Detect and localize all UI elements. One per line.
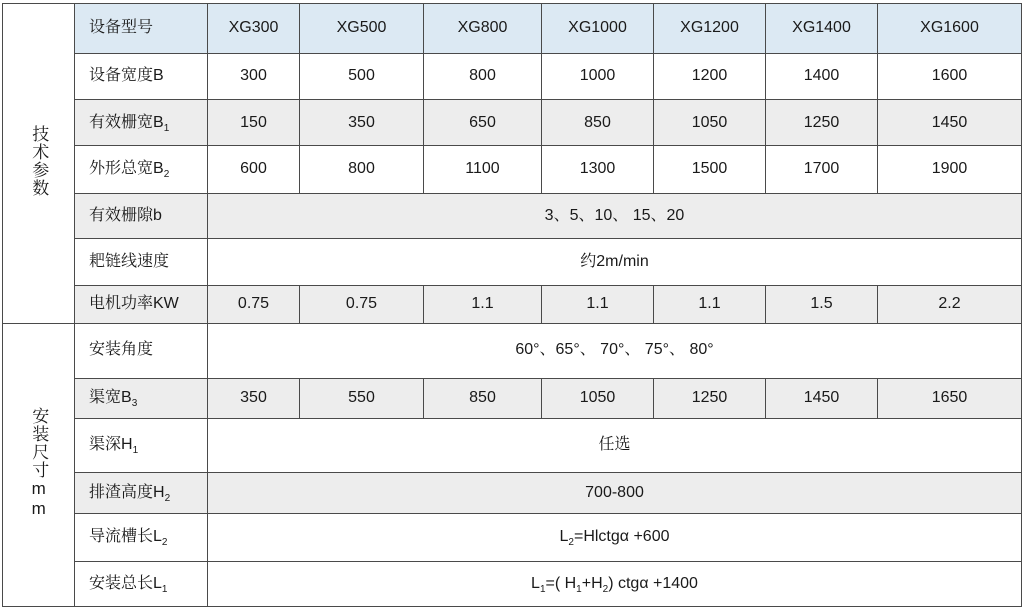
row-label: 外形总宽$B_2$ xyxy=(75,146,208,194)
value-cell: 1600 xyxy=(878,53,1022,100)
value-cell: 1450 xyxy=(878,100,1022,146)
row-label: 排渣高度$H_2$ xyxy=(75,472,208,513)
merged-value-cell: 700-800 xyxy=(208,472,1022,513)
table-row-channel-depth xyxy=(3,419,1022,473)
value-cell: 550 xyxy=(300,378,424,419)
value-cell: 0.75 xyxy=(300,286,424,324)
model-cell: XG1000 xyxy=(542,4,654,54)
value-cell: 1050 xyxy=(654,100,766,146)
table-row-total-length xyxy=(3,562,1022,607)
value-cell: 150 xyxy=(208,100,300,146)
table-row-discharge-height xyxy=(3,472,1022,513)
value-cell: 0.75 xyxy=(208,286,300,324)
row-label: 导流槽长$L_2$ xyxy=(75,513,208,562)
merged-value-cell: 60°、65°、 70°、 75°、 80° xyxy=(208,323,1022,378)
total-formula: $L_1=$( $H_1+H_2$) ctgα +1400 xyxy=(208,562,1022,607)
table-row-channel-width xyxy=(3,378,1022,419)
value-cell: 1050 xyxy=(542,378,654,419)
value-cell: 1900 xyxy=(878,146,1022,194)
row-label: 电机功率KW xyxy=(75,286,208,324)
row-label: 有效栅隙b xyxy=(75,193,208,239)
model-cell: XG800 xyxy=(424,4,542,54)
table-row-overall-width xyxy=(3,146,1022,194)
row-label: 渠深$H_1$ xyxy=(75,419,208,473)
value-cell: 1.1 xyxy=(424,286,542,324)
value-cell: 1500 xyxy=(654,146,766,194)
value-cell: 1650 xyxy=(878,378,1022,419)
spec-table xyxy=(2,3,1022,607)
value-cell: 1700 xyxy=(766,146,878,194)
value-cell: 1000 xyxy=(542,53,654,100)
value-cell: 850 xyxy=(424,378,542,419)
value-cell: 350 xyxy=(300,100,424,146)
table-row-gap xyxy=(3,193,1022,239)
group-tech-params: 技术参数 xyxy=(3,4,75,324)
value-cell: 850 xyxy=(542,100,654,146)
merged-value-cell: 约2m/min xyxy=(208,239,1022,286)
value-cell: 1.5 xyxy=(766,286,878,324)
table-row-angle xyxy=(3,323,1022,378)
value-cell: 650 xyxy=(424,100,542,146)
value-cell: 800 xyxy=(424,53,542,100)
model-cell: XG300 xyxy=(208,4,300,54)
merged-value-cell: 任选 xyxy=(208,419,1022,473)
model-cell: XG1600 xyxy=(878,4,1022,54)
value-cell: 1400 xyxy=(766,53,878,100)
value-cell: 1.1 xyxy=(542,286,654,324)
merged-value-cell: 3、5、10、 15、20 xyxy=(208,193,1022,239)
row-label: 设备宽度B xyxy=(75,53,208,100)
row-label: 设备型号 xyxy=(75,4,208,54)
value-cell: 1300 xyxy=(542,146,654,194)
table-row-model xyxy=(3,4,1022,54)
model-cell: XG500 xyxy=(300,4,424,54)
value-cell: 300 xyxy=(208,53,300,100)
value-cell: 1200 xyxy=(654,53,766,100)
value-cell: 2.2 xyxy=(878,286,1022,324)
value-cell: 1450 xyxy=(766,378,878,419)
value-cell: 350 xyxy=(208,378,300,419)
guide-formula: $L_2=Hlctg\alpha +600$ xyxy=(208,513,1022,562)
model-cell: XG1200 xyxy=(654,4,766,54)
row-label: 有效栅宽$B_1$ xyxy=(75,100,208,146)
row-label: 安装角度 xyxy=(75,323,208,378)
value-cell: 600 xyxy=(208,146,300,194)
group-install-dims: 安装尺寸mm xyxy=(3,323,75,606)
value-cell: 500 xyxy=(300,53,424,100)
value-cell: 1250 xyxy=(766,100,878,146)
table-row-width xyxy=(3,53,1022,100)
model-cell: XG1400 xyxy=(766,4,878,54)
table-row-chain-speed xyxy=(3,239,1022,286)
value-cell: 1.1 xyxy=(654,286,766,324)
row-label: 安装总长$L_1$ xyxy=(75,562,208,607)
row-label: 耙链线速度 xyxy=(75,239,208,286)
value-cell: 800 xyxy=(300,146,424,194)
row-label: 渠宽$B_3$ xyxy=(75,378,208,419)
table-row-motor-power xyxy=(3,286,1022,324)
table-row-grid-width xyxy=(3,100,1022,146)
value-cell: 1100 xyxy=(424,146,542,194)
value-cell: 1250 xyxy=(654,378,766,419)
table-row-guide-length xyxy=(3,513,1022,562)
